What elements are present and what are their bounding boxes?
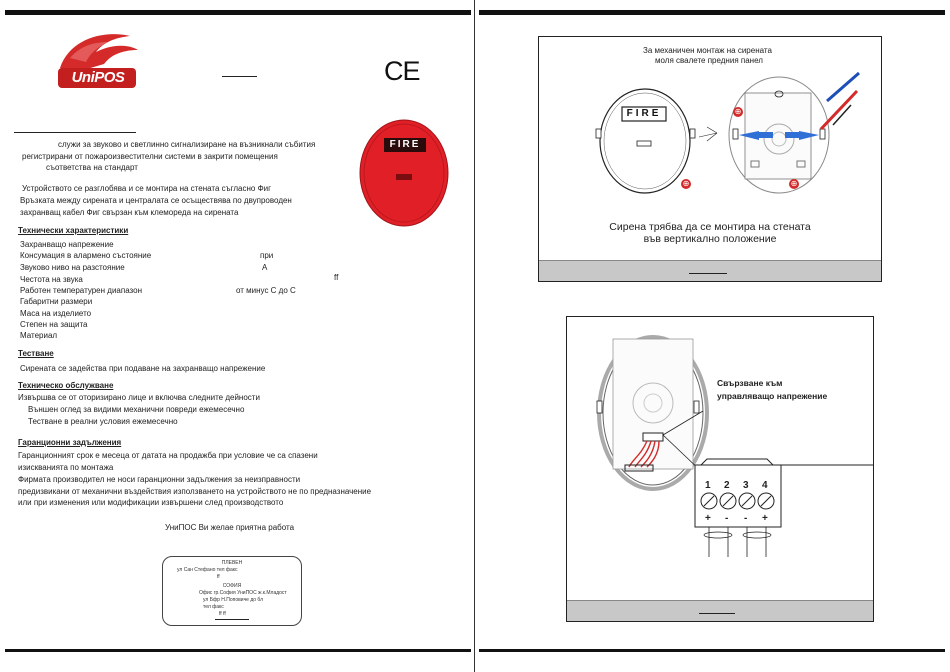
card-mail-2: ff ff xyxy=(219,611,226,617)
spec-label: Работен температурен диапазон xyxy=(20,286,142,295)
spec-label: Материал xyxy=(20,331,58,340)
intro-line-2: регистрирани от пожароизвестителни системи в закрити помещения xyxy=(22,152,278,161)
mounting-caption-line-1: Сирена трябва да се монтира на стената xyxy=(609,221,811,233)
mounting-note-line-1: За механичен монтаж на сирената xyxy=(643,46,772,55)
ce-mark: CE xyxy=(384,56,420,86)
spec-value: A xyxy=(262,263,268,272)
mounting-figure-panel xyxy=(538,36,882,282)
wiring-figure-panel xyxy=(566,316,874,622)
intro-line-3: съответства на стандарт xyxy=(46,163,138,172)
spec-label: Габаритни размери xyxy=(20,297,93,306)
base-plate-drawing xyxy=(687,69,863,199)
maintenance-line: Извършва се от оторизирано лице и включва следните дейности xyxy=(18,393,260,402)
terminal-number: 3 xyxy=(743,480,749,491)
intro-line-1: служи за звуково и светлинно сигнализиране на възникнали събития xyxy=(58,140,316,149)
terminal-sign: - xyxy=(744,513,748,524)
screw-right-icon: ⊕ xyxy=(790,179,798,188)
warranty-line: Гаранционният срок е месеца от датата на продажба при условие че са спазени xyxy=(18,451,318,460)
spec-label: Степен на защита xyxy=(20,320,88,329)
card-office: Офис гр.София УниПОС ж.к.Младост xyxy=(199,590,287,596)
test-text: Сирената се задейства при подаване на захранващо напрежение xyxy=(20,364,266,373)
mounting-note-line-2: моля свалете предния панел xyxy=(655,56,763,65)
card-address-2: ул Бфр Н.Поповиче до бл xyxy=(203,597,263,603)
maintenance-line: Външен оглед за видими механични повреди ежемесечно xyxy=(28,405,245,414)
wiring-panel-footer xyxy=(567,600,873,621)
terminal-sign: + xyxy=(762,513,768,524)
spec-value: от минус C до C xyxy=(236,286,296,295)
mount-line-2: Връзката между сирената и централата се осъществява по двупроводен xyxy=(20,196,292,205)
mounting-caption-line-2: във вертикално положение xyxy=(643,233,777,245)
connect-label-line-2: управляващо напрежение xyxy=(717,391,828,401)
figure-number-underline xyxy=(689,273,727,274)
warranty-line: Фирмата производител не носи гаранционни задължения за неизправности xyxy=(18,475,301,484)
bottom-rule-left xyxy=(5,649,471,652)
logo-text: UniPOS xyxy=(71,69,125,86)
top-rule-right xyxy=(479,10,945,15)
terminal-sign: + xyxy=(705,513,711,524)
wiring-drawing xyxy=(567,317,873,601)
screw-top-icon: ⊕ xyxy=(734,107,742,116)
spec-label: Захранващо напрежение xyxy=(20,240,114,249)
screw-left-icon: ⊕ xyxy=(682,179,690,188)
siren-device-image xyxy=(358,118,450,228)
mount-line-3: захранващ кабел Фиг свързан към клемореда на сирената xyxy=(20,208,239,217)
spec-value: при xyxy=(260,251,274,260)
terminal-number: 4 xyxy=(762,480,768,491)
maintenance-heading: Техническо обслужване xyxy=(18,381,114,390)
spec-label: Маса на изделието xyxy=(20,309,92,318)
card-address-1: ул Сан Стефано тел факс xyxy=(177,567,238,573)
warranty-line: или при изменения или модификации извършени след производството xyxy=(18,498,284,507)
unipos-logo xyxy=(50,28,145,92)
cover-fire-label: FIRE xyxy=(626,108,662,119)
card-underline xyxy=(215,619,249,620)
tech-heading: Технически характеристики xyxy=(18,226,129,235)
terminal-number: 2 xyxy=(724,480,730,491)
spec-value: ff xyxy=(334,273,339,282)
spec-label: Звуково ниво на разстояние xyxy=(20,263,125,272)
spec-label: Честота на звука xyxy=(20,275,83,284)
warranty-line: изискванията по монтажа xyxy=(18,463,114,472)
bottom-rule-right xyxy=(479,649,945,652)
spec-label: Консумация в алармено състояние xyxy=(20,251,152,260)
terminal-number: 1 xyxy=(705,480,711,491)
card-city-2: СОФИЯ xyxy=(222,583,242,589)
description-underline xyxy=(14,132,136,133)
mount-line-1: Устройството се разглобява и се монтира на стената съгласно Фиг xyxy=(22,184,272,193)
siren-fire-label: FIRE xyxy=(389,139,421,150)
closing-wish: УниПОС Ви желае приятна работа xyxy=(165,523,295,532)
card-city-1: ПЛЕВЕН xyxy=(221,560,243,566)
title-underline xyxy=(222,76,257,77)
test-heading: Тестване xyxy=(18,349,54,358)
connect-label-line-1: Свързване към xyxy=(717,378,783,388)
top-rule-left xyxy=(5,10,471,15)
figure-number-underline xyxy=(699,613,735,614)
warranty-line: предизвикани от механични въздействия използването на устройството не по предназначение xyxy=(18,487,372,496)
mounting-panel-footer xyxy=(539,260,881,281)
card-mail-1: ff xyxy=(217,574,220,580)
card-phone-2: тел факс xyxy=(203,604,224,610)
warranty-heading: Гаранционни задължения xyxy=(18,438,122,447)
terminal-sign: - xyxy=(725,513,729,524)
page-divider xyxy=(474,0,475,672)
maintenance-line: Тестване в реални условия ежемесечно xyxy=(28,417,178,426)
contact-card xyxy=(162,556,302,626)
